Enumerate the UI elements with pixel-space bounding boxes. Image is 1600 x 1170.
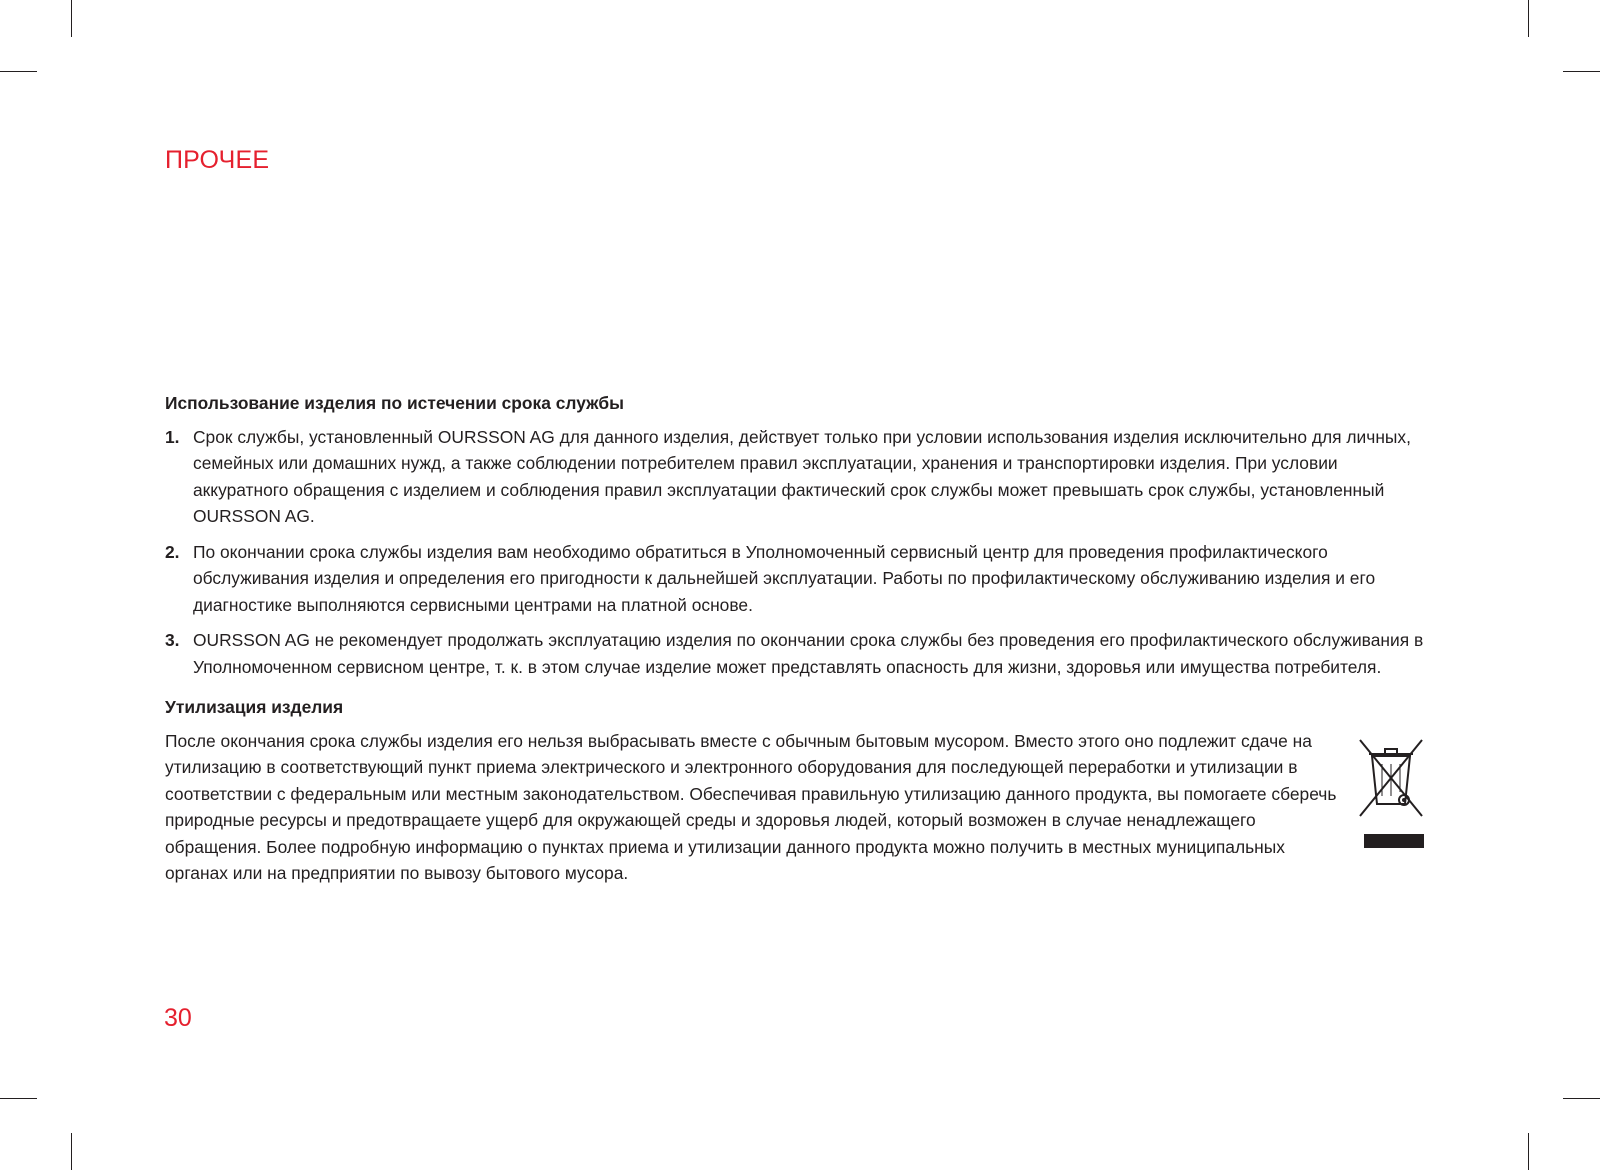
crop-mark <box>71 0 72 37</box>
list-item-number: 3. <box>165 630 180 650</box>
crossed-out-wheelie-bin-icon <box>1358 738 1424 848</box>
crop-mark <box>1563 1098 1600 1099</box>
crop-mark <box>1528 0 1529 37</box>
main-content <box>165 390 1435 887</box>
list-item-text: Срок службы, установленный OURSSON AG для данного изделия, действует только при условии использования изделия исключительно для личных, семейных или домашних нужд, а также соблюдении потребителем правил эксплуатации, хранения и транспортировки изделия. При условии аккуратного обращения с изделием и соблюдения правил эксплуатации фактический срок службы может превышать срок службы, установленный OURSSON AG. <box>193 426 1411 526</box>
list-item-text: OURSSON AG не рекомендует продолжать эксплуатацию изделия по окончании срока службы без проведения его профилактического обслуживания в Уполномоченном сервисном центре, т. к. в этом случае изделие может представлять опасность для жизни, здоровья или имущества потребителя. <box>193 630 1424 677</box>
service-life-heading: Использование изделия по истечении срока службы <box>165 393 625 413</box>
crop-mark <box>71 1133 72 1170</box>
disposal-section <box>165 728 1435 887</box>
disposal-heading: Утилизация изделия <box>165 697 344 717</box>
disposal-paragraph: После окончания срока службы изделия его нельзя выбрасывать вместе с обычным бытовым мусором. Вместо этого оно подлежит сдаче на утилизацию в соответствующий пункт приема электрического и электронного оборудования для последующей переработки и утилизации в соответствии с федеральным или местным законодательством. Обеспечивая правильную утилизацию данного продукта, вы помогаете сберечь природные ресурсы и предотвращаете ущерб для окружающей среды и здоровья людей, который возможен в случае ненадлежащего обращения. Более подробную информацию о пунктах приема и утилизации данного продукта можно получить в местных муниципальных органах или на предприятии по вывозу бытового мусора. <box>165 730 1337 883</box>
list-item <box>165 424 1435 530</box>
crop-mark <box>0 1098 37 1099</box>
crop-mark <box>1528 1133 1529 1170</box>
list-item-text: По окончании срока службы изделия вам необходимо обратиться в Уполномоченный сервисный центр для проведения профилактического обслуживания изделия и определения его пригодности к дальнейшей эксплуатации. Работы по профилактическому обслуживанию изделия и его диагностике выполняются сервисными центрами на платной основе. <box>193 541 1376 615</box>
list-item <box>165 539 1435 619</box>
crop-mark <box>0 71 37 72</box>
section-title: ПРОЧЕЕ <box>165 146 270 174</box>
list-item-number: 1. <box>165 426 180 447</box>
list-item <box>165 627 1435 680</box>
list-item-number: 2. <box>165 541 180 562</box>
page-number: 30 <box>164 1004 192 1032</box>
crop-mark <box>1563 71 1600 72</box>
